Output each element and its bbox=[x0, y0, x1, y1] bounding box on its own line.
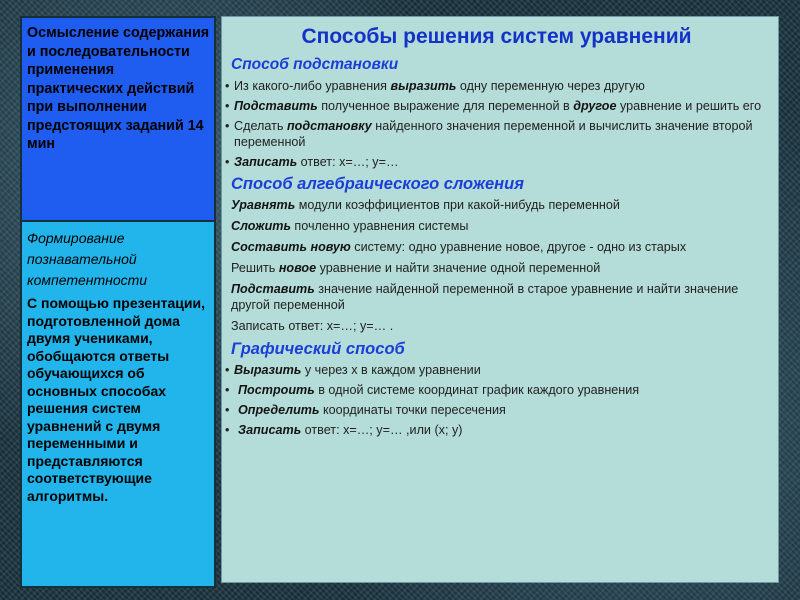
activity-cell bbox=[22, 222, 214, 586]
bullet-icon: • bbox=[225, 383, 230, 397]
content-panel bbox=[221, 16, 779, 583]
step-text: уравнение и решить его bbox=[616, 99, 762, 113]
step-keyword: Записать bbox=[238, 423, 302, 437]
list-item bbox=[225, 281, 768, 313]
step-text: в одной системе координат график каждого уравнения bbox=[314, 383, 640, 397]
step-text: найденного значения переменной и вычислить значение второй переменной bbox=[234, 119, 753, 149]
addition-steps bbox=[225, 197, 768, 334]
step-text: ответ: х=…; у=… bbox=[297, 155, 399, 169]
step-keyword: выразить bbox=[390, 79, 457, 93]
step-text: значение найденной переменной в старое уравнение и найти значение другой переменной bbox=[231, 282, 739, 312]
left-column bbox=[20, 16, 216, 588]
method-heading-graphical: Графический способ bbox=[231, 340, 405, 358]
step-text: модули коэффициентов при какой-нибудь переменной bbox=[295, 198, 620, 212]
step-keyword: новое bbox=[278, 261, 317, 275]
bullet-icon: • bbox=[225, 363, 230, 377]
step-keyword: подстановку bbox=[286, 119, 372, 133]
bullet-icon: • bbox=[225, 99, 230, 113]
step-text: полученное выражение для переменной в bbox=[317, 99, 574, 113]
method-heading-substitution: Способ подстановки bbox=[231, 56, 399, 73]
step-keyword: Выразить bbox=[234, 363, 302, 377]
stage-description: Осмысление содержания и последовательности применения практических действий при выполнении предстоящих заданий 14 мин bbox=[27, 25, 210, 152]
step-keyword: другое bbox=[573, 99, 617, 113]
bullet-icon: • bbox=[225, 423, 230, 437]
activity-description: С помощью презентации, подготовленной дома двумя учениками, обобщаются ответы обучающихся об основных способах решения систем уравнений с двумя переменными и представляются соответствующие алгоритмы. bbox=[27, 295, 205, 504]
step-keyword: Сложить bbox=[231, 219, 291, 233]
step-text: почленно уравнения системы bbox=[290, 219, 469, 233]
list-item bbox=[225, 382, 768, 398]
step-text: одну переменную через другую bbox=[456, 79, 645, 93]
stage-cell bbox=[22, 18, 214, 222]
list-item bbox=[225, 78, 768, 94]
step-text: Решить bbox=[231, 261, 279, 275]
list-item bbox=[225, 154, 768, 170]
list-item bbox=[225, 402, 768, 418]
step-keyword: Построить bbox=[238, 383, 315, 397]
step-text: Записать ответ: х=…; у=… . bbox=[231, 319, 394, 333]
list-item bbox=[225, 318, 768, 334]
list-item bbox=[225, 239, 768, 255]
page-title: Способы решения систем уравнений bbox=[301, 25, 692, 48]
step-keyword: Составить новую bbox=[231, 240, 351, 254]
step-text: Сделать bbox=[234, 119, 287, 133]
step-keyword: Определить bbox=[238, 403, 320, 417]
step-keyword: Уравнять bbox=[231, 198, 296, 212]
step-text: у через х в каждом уравнении bbox=[301, 363, 481, 377]
step-text: Из какого-либо уравнения bbox=[234, 79, 391, 93]
list-item bbox=[225, 197, 768, 213]
list-item bbox=[225, 118, 768, 150]
step-text: координаты точки пересечения bbox=[319, 403, 506, 417]
step-keyword: Подставить bbox=[234, 99, 318, 113]
list-item bbox=[225, 362, 768, 378]
competency-title: Формирование познавательной компетентности bbox=[27, 230, 148, 288]
list-item bbox=[225, 422, 768, 438]
method-heading-addition: Способ алгебраического сложения bbox=[231, 175, 524, 193]
step-text: уравнение и найти значение одной переменной bbox=[316, 261, 601, 275]
step-text: систему: одно уравнение новое, другое - одно из старых bbox=[350, 240, 687, 254]
list-item bbox=[225, 260, 768, 276]
step-keyword: Записать bbox=[234, 155, 298, 169]
bullet-icon: • bbox=[225, 403, 230, 417]
bullet-icon: • bbox=[225, 119, 230, 133]
list-item bbox=[225, 98, 768, 114]
substitution-steps bbox=[225, 78, 768, 170]
graphical-steps bbox=[225, 362, 768, 438]
step-text: ответ: х=…; у=… ,или (х; у) bbox=[301, 423, 463, 437]
step-keyword: Подставить bbox=[231, 282, 315, 296]
bullet-icon: • bbox=[225, 79, 230, 93]
bullet-icon: • bbox=[225, 155, 230, 169]
list-item bbox=[225, 218, 768, 234]
